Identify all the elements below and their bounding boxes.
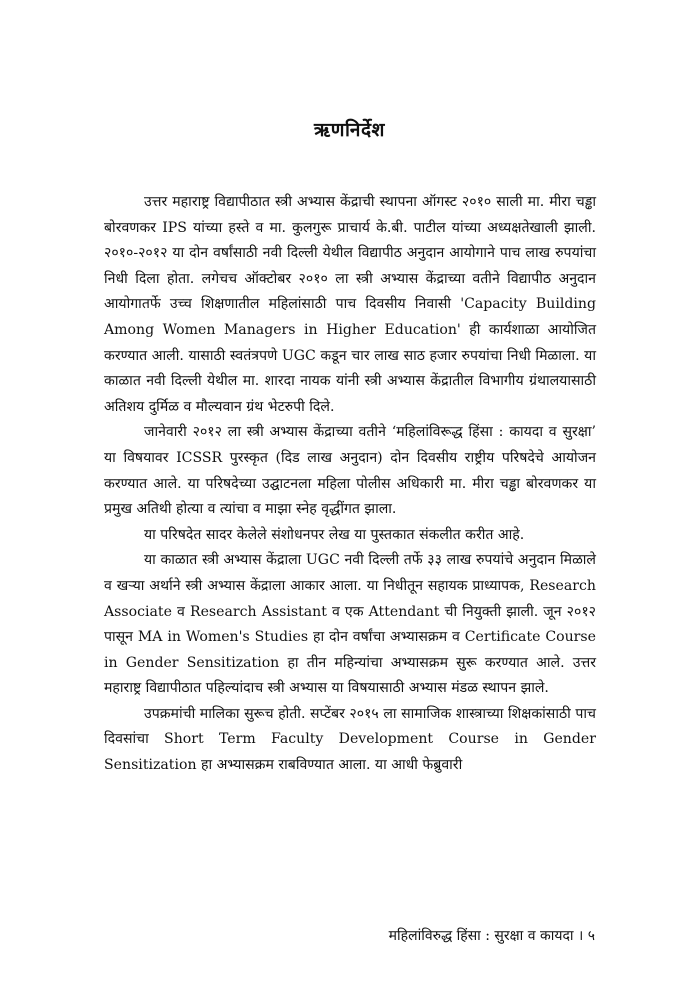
paragraph: उत्तर महाराष्ट्र विद्यापीठात स्त्री अभ्यास केंद्राची स्थापना ऑगस्ट २०१० साली मा. मीरा चड्ढा बोरवणकर IPS यांच्या हस्ते व मा. कुलगुरू प्राचार्य के.बी. पाटील यांच्या अध्यक्षतेखाली झाली. २०१०-२०१२ या दोन वर्षांसाठी नवी दिल्ली येथील विद्यापीठ अनुदान आयोगाने पाच लाख रुपयांचा निधी दिला होता. लगेचच ऑक्टोबर २०१० ला स्त्री अभ्यास केंद्राच्या वतीने विद्यापीठ अनुदान आयोगातर्फे उच्च शिक्षणातील महिलांसाठी पाच दिवसीय निवासी 'Capacity Building Among Women Managers in Higher Education' ही कार्यशाळा आयोजित करण्यात आली. यासाठी स्वतंत्रपणे UGC कडून चार लाख साठ हजार रुपयांचा निधी मिळाला. या काळात नवी दिल्ली येथील मा. शारदा नायक यांनी स्त्री अभ्यास केंद्रातील विभागीय ग्रंथालयासाठी अतिशय दुर्मिळ व मौल्यवान ग्रंथ भेटरुपी दिले. (104, 194, 596, 415)
paragraph: या काळात स्त्री अभ्यास केंद्राला UGC नवी दिल्ली तर्फे ३३ लाख रुपयांचे अनुदान मिळाले व खऱ्या अर्थाने स्त्री अभ्यास केंद्राला आकार आला. या निधीतून सहायक प्राध्यापक, Research Associate व Research Assistant व एक Attendant ची नियुक्ती झाली. जून २०१२ पासून MA in Women's Studies हा दोन वर्षांचा अभ्यासक्रम व Certificate Course in Gender Sensitization हा तीन महिन्यांचा अभ्यासक्रम सुरू करण्यात आले. उत्तर महाराष्ट्र विद्यापीठात पहिल्यांदाच स्त्री अभ्यास या विषयासाठी अभ्यास मंडळ स्थापन झाले. (104, 552, 596, 697)
body-text (104, 190, 596, 779)
paragraph: या परिषदेत सादर केलेले संशोधनपर लेख या पुस्तकात संकलीत करीत आहे. (144, 526, 525, 543)
page-title: ऋणनिर्देश (314, 119, 385, 141)
page-footer: महिलांविरुद्ध हिंसा : सुरक्षा व कायदा । ५ (388, 928, 595, 944)
paragraph: जानेवारी २०१२ ला स्त्री अभ्यास केंद्राच्या वतीने ‘महिलांविरूद्ध हिंसा : कायदा व सुरक्षा’ या विषयावर ICSSR पुरस्कृत (दिड लाख अनुदान) दोन दिवसीय राष्ट्रीय परिषदेचे आयोजन करण्यात आले. या परिषदेच्या उद्घाटनला महिला पोलीस अधिकारी मा. मीरा चड्ढा बोरवणकर या प्रमुख अतिथी होत्या व त्यांचा व माझा स्नेह वृद्धींगत झाला. (104, 424, 596, 518)
paragraph: उपक्रमांची मालिका सुरूच होती. सप्टेंबर २०१५ ला सामाजिक शास्त्राच्या शिक्षकांसाठी पाच दिवसांचा Short Term Faculty Development Course in Gender Sensitization हा अभ्यासक्रम राबविण्यात आला. या आधी फेब्रुवारी (104, 705, 596, 774)
